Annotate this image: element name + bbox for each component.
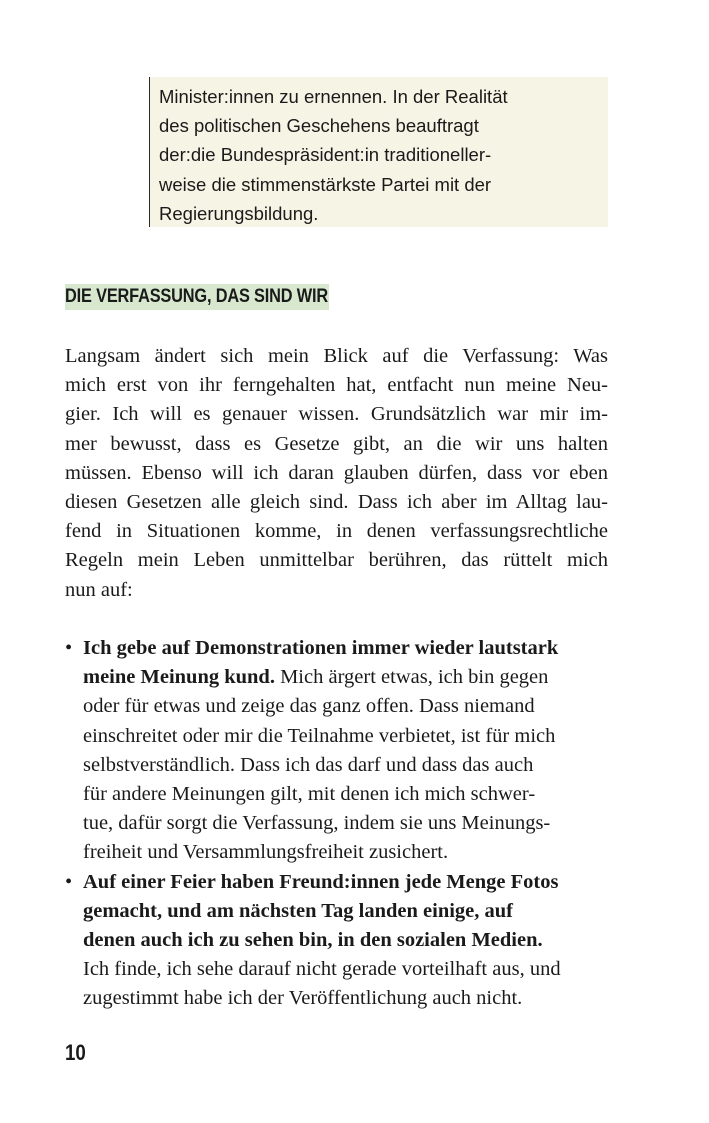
bullet-bold-text: denen auch ich zu sehen bin, in den sozialen Medien. <box>83 929 543 952</box>
bullet-item <box>65 868 608 1014</box>
page-number: 10 <box>65 1040 86 1065</box>
paragraph-line: Regeln mein Leben unmittelbar berühren, das rüttelt mich <box>65 549 608 572</box>
bullet-text: zugestimmt habe ich der Veröffentlichung auch nicht. <box>83 987 523 1010</box>
info-box-line: des politischen Geschehens beauftragt <box>159 115 479 137</box>
info-box-line: weise die stimmenstärkste Partei mit der <box>159 173 492 195</box>
bullet-text: selbstverständlich. Dass ich das darf und dass das auch <box>83 753 534 776</box>
info-box <box>149 77 608 227</box>
bullet-text: oder für etwas und zeige das ganz offen. Dass niemand <box>83 695 535 718</box>
bullet-text: Mich ärgert etwas, ich bin gegen <box>274 666 549 689</box>
paragraph-line: fend in Situationen komme, in denen verfassungsrechtliche <box>65 520 608 543</box>
paragraph-line: nun auf: <box>65 578 133 601</box>
bullet-text: tue, dafür sorgt die Verfassung, indem sie uns Meinungs- <box>83 812 551 835</box>
bullet-bold-text: meine Meinung kund. <box>83 666 275 689</box>
info-box-line: der:die Bundespräsident:in traditioneller- <box>159 144 492 166</box>
bullet-item <box>65 634 608 868</box>
paragraph-line: mer bewusst, dass es Gesetze gibt, an die wir uns halten <box>65 432 608 455</box>
bullet-text: für andere Meinungen gilt, mit denen ich mich schwer- <box>83 783 536 806</box>
paragraph-line: diesen Gesetzen alle gleich sind. Dass ich aber im Alltag lau- <box>65 490 608 513</box>
bullet-text: einschreitet oder mir die Teilnahme verbietet, ist für mich <box>83 724 556 747</box>
body-paragraph <box>65 342 608 605</box>
info-box-line: Regierungsbildung. <box>159 202 319 224</box>
paragraph-line: gier. Ich will es genauer wissen. Grundsätzlich war mir im- <box>65 403 608 426</box>
bullet-marker: • <box>65 870 73 893</box>
bullet-bold-text: Ich gebe auf Demonstrationen immer wieder lautstark <box>83 637 559 659</box>
paragraph-line: mich erst von ihr ferngehalten hat, entfacht nun meine Neu- <box>65 374 608 397</box>
bullet-text: Ich finde, ich sehe darauf nicht gerade vorteilhaft aus, und <box>83 958 561 981</box>
bullet-marker: • <box>65 637 73 659</box>
bullet-bold-text: gemacht, und am nächsten Tag landen einige, auf <box>83 899 513 922</box>
bullet-bold-text: Auf einer Feier haben Freund:innen jede Menge Fotos <box>83 870 559 893</box>
paragraph-line: Langsam ändert sich mein Blick auf die Verfassung: Was <box>65 345 608 367</box>
paragraph-line: müssen. Ebenso will ich daran glauben dürfen, dass vor eben <box>65 461 608 484</box>
bullet-text: freiheit und Versammlungsfreiheit zusichert. <box>83 841 449 864</box>
bullet-list <box>65 634 608 1014</box>
info-box-line: Minister:innen zu ernennen. In der Realität <box>159 86 508 107</box>
section-heading: DIE VERFASSUNG, DAS SIND WIR <box>65 284 329 310</box>
